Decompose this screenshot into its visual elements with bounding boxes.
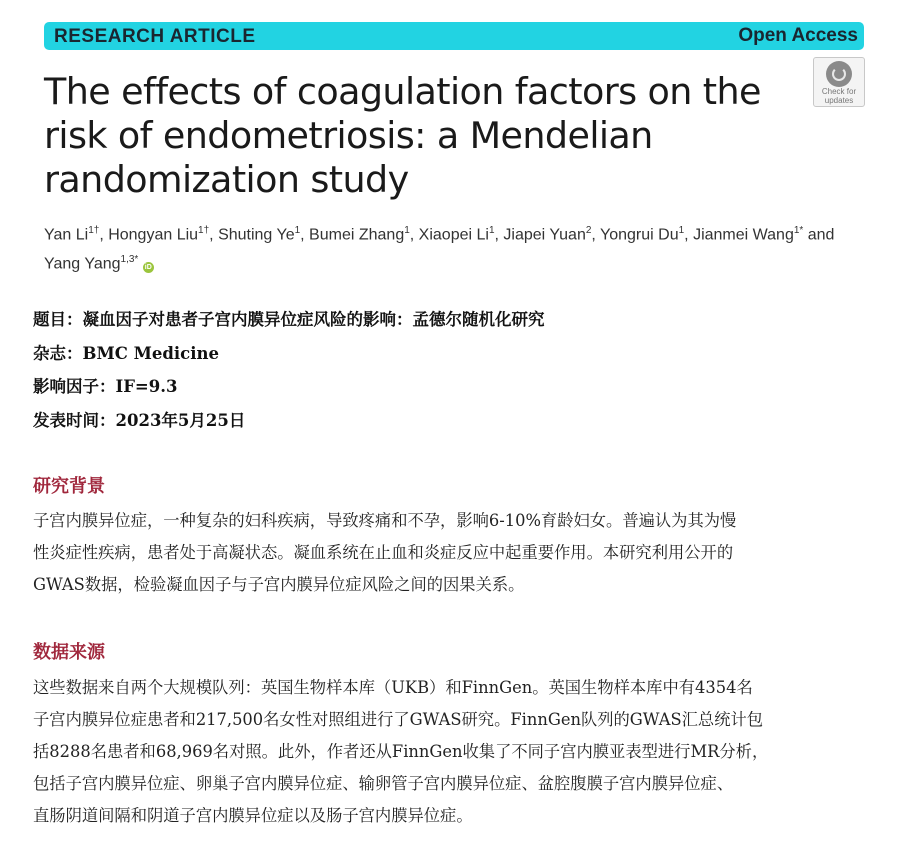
- check-for-updates-line2: updates: [824, 96, 854, 105]
- section-body-data-source: [33, 672, 888, 832]
- meta-label: 杂志：: [33, 343, 83, 363]
- section-heading-data-source: 数据来源: [33, 642, 105, 663]
- meta-label: 发表时间：: [33, 410, 116, 430]
- authors-and: and: [807, 226, 835, 244]
- author-affiliation: 1†: [88, 225, 100, 236]
- author-name[interactable]: Jiapei Yuan: [503, 226, 586, 244]
- author-name[interactable]: Xiaopei Li: [418, 226, 489, 244]
- meta-value: BMC Medicine: [82, 343, 219, 363]
- author-list: Yan $Li^{1\dagger}$, Hongyan Liu$^{1\dagger}$, Shuting Ye$^1$, Bumei Zhang$^1$, Xiaopei Li$^1$, Jiapei Yuan$^2$, Yongrui Du$^1$, Jianmei Wang$^{1*}$ and Yang Yang$^{1,3*}$ iD: [44, 225, 835, 273]
- author-affiliation: 1*: [793, 225, 804, 236]
- author-name[interactable]: Yongrui Du: [600, 226, 679, 244]
- paragraph-line: 直肠阴道间隔和阴道子宫内膜异位症以及肠子宫内膜异位症。: [33, 806, 473, 825]
- article-title: The effects of coagulation factors on the risk of endometriosis: a Mendelian randomization study: [44, 70, 761, 201]
- paragraph-line: 括8288名患者和68,969名对照。此外，作者还从FinnGen收集了不同子宫内膜亚表型进行MR分析，: [33, 742, 769, 761]
- author-affiliation: 1,3*: [120, 254, 139, 266]
- meta-label: 题目：: [33, 310, 83, 329]
- paragraph-line: 子宫内膜异位症患者和217,500名女性对照组进行了GWAS研究。FinnGen队列的GWAS汇总统计包: [33, 710, 764, 729]
- paragraph-line: 包括子宫内膜异位症、卵巢子宫内膜异位症、输卵管子宫内膜异位症、盆腔腹膜子宫内膜异位症、: [33, 774, 734, 793]
- section-body-background: [33, 505, 888, 601]
- orcid-icon[interactable]: iD: [144, 263, 152, 271]
- author-name[interactable]: Shuting Ye: [218, 226, 295, 244]
- author-affiliation: 1: [488, 225, 495, 236]
- author-name[interactable]: Yan Li: [44, 226, 89, 244]
- author-affiliation: 1: [294, 225, 301, 236]
- paragraph-line: GWAS数据，检验凝血因子与子宫内膜异位症风险之间的因果关系。: [33, 575, 525, 594]
- author-name[interactable]: Bumei Zhang: [309, 226, 405, 244]
- paragraph-line: 性炎症性疾病，患者处于高凝状态。凝血系统在止血和炎症反应中起重要作用。本研究利用公开的: [33, 543, 734, 562]
- author-affiliation: 2: [585, 225, 592, 236]
- paragraph-line: 这些数据来自两个大规模队列：英国生物样本库（UKB）和FinnGen。英国生物样本库中有4354名: [33, 678, 753, 697]
- meta-value: IF=9.3: [115, 377, 178, 396]
- paragraph-line: 子宫内膜异位症，一种复杂的妇科疾病，导致疼痛和不孕，影响6-10%育龄妇女。普遍认为其为慢: [33, 511, 737, 530]
- author-name[interactable]: Hongyan Liu: [108, 226, 199, 244]
- author-affiliation: 1: [404, 225, 410, 236]
- meta-row-journal: [33, 340, 545, 374]
- meta-row-impact-factor: [33, 373, 545, 407]
- author-name[interactable]: Yang Yang: [44, 255, 121, 273]
- meta-value: 凝血因子对患者子宫内膜异位症风险的影响：孟德尔随机化研究: [82, 310, 545, 329]
- author-affiliation: 1: [678, 225, 685, 236]
- author-name[interactable]: Jianmei Wang: [693, 226, 794, 244]
- author-affiliation: 1†: [198, 225, 210, 236]
- meta-label: 影响因子：: [33, 377, 116, 396]
- research-article-label: RESEARCH ARTICLE: [54, 26, 256, 47]
- article-type-banner: [44, 22, 864, 50]
- article-meta: [33, 306, 545, 440]
- meta-row-date: [33, 407, 545, 441]
- check-for-updates-line1: Check for: [821, 87, 857, 96]
- section-heading-background: 研究背景: [33, 476, 105, 497]
- open-access-label[interactable]: Open Access: [738, 25, 858, 46]
- meta-value: 2023年5月25日: [115, 410, 246, 430]
- meta-row-title: [33, 306, 545, 340]
